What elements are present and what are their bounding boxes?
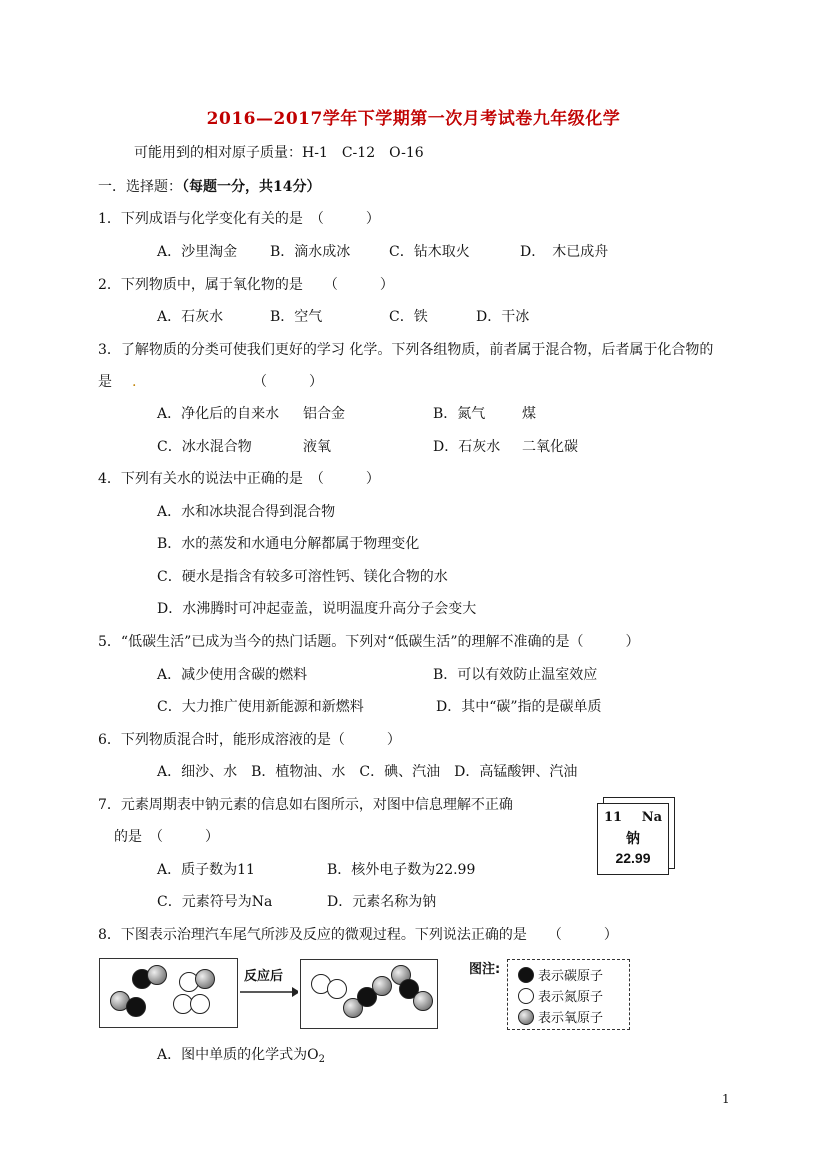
q7-option-c: C．元素符号为Na [157, 894, 273, 910]
atomic-masses: 可能用到的相对原子质量：H-1 C-12 O-16 [134, 145, 424, 161]
products-box [300, 959, 438, 1029]
q3-stem-paren: （ ） [253, 374, 323, 390]
q4-option-c: C．硬水是指含有较多可溶性钙、镁化合物的水 [157, 569, 448, 585]
q1-option-c: C．钻木取火 [389, 244, 470, 260]
carbon-atom-icon [518, 967, 534, 983]
q4-stem: 4．下列有关水的说法中正确的是 （ ） [98, 471, 380, 487]
section-heading [98, 178, 320, 196]
q7-stem-line2: 的是 （ ） [114, 829, 219, 845]
q3-stem-dot: . [132, 374, 137, 390]
element-name: 钠 [626, 831, 640, 847]
q4-option-d: D．水沸腾时可冲起壶盖，说明温度升高分子会变大 [157, 601, 477, 617]
q3-option-d-label: D．石灰水 [433, 439, 501, 455]
q6-stem: 6．下列物质混合时，能形成溶液的是（ ） [98, 732, 401, 748]
oxygen-atom [195, 969, 215, 989]
q7-option-a: A．质子数为11 [157, 862, 255, 878]
legend-item-carbon [518, 965, 603, 984]
q1-option-a: A．沙里淘金 [157, 244, 238, 260]
page-number: 1 [722, 1092, 730, 1106]
oxygen-atom [413, 991, 433, 1011]
element-number: 11 [604, 810, 623, 825]
legend [507, 959, 630, 1030]
q5-option-c: C．大力推广使用新能源和新燃料 [157, 699, 364, 715]
q7-option-d: D．元素名称为钠 [327, 894, 437, 910]
q2-option-d: D．干冰 [476, 309, 530, 325]
arrow-icon [238, 965, 298, 1005]
carbon-atom [126, 997, 146, 1017]
nitrogen-atom [327, 979, 347, 999]
q2-option-c: C．铁 [389, 309, 428, 325]
q8-option-a [157, 1046, 325, 1064]
q6-options: A．细沙、水 B．植物油、水 C．碘、汽油 D．高锰酸钾、汽油 [157, 764, 578, 780]
q2-option-a: A．石灰水 [157, 309, 224, 325]
oxygen-atom [147, 965, 167, 985]
legend-title: 图注: [469, 962, 501, 977]
legend-oxygen-label: 表示氧原子 [538, 1011, 604, 1026]
nitrogen-atom-icon [518, 988, 534, 1004]
legend-carbon-label: 表示碳原子 [538, 969, 604, 984]
element-card [597, 803, 669, 875]
nitrogen-atom [190, 994, 210, 1014]
oxygen-atom-icon [518, 1009, 534, 1025]
q2-stem: 2．下列物质中，属于氧化物的是 （ ） [98, 277, 394, 293]
q3-option-d-second: 二氧化碳 [522, 439, 578, 455]
q1-stem: 1．下列成语与化学变化有关的是 （ ） [98, 211, 380, 227]
q3-stem-line1: 3．了解物质的分类可使我们更好的学习 化学。下列各组物质，前者属于混合物，后者属于化合物的 [98, 342, 714, 358]
q3-option-b-second: 煤 [522, 406, 536, 422]
legend-item-oxygen [518, 1007, 603, 1026]
q8-option-a-text: A．图中单质的化学式为O [157, 1047, 319, 1063]
q4-option-a: A．水和冰块混合得到混合物 [157, 504, 336, 520]
q3-option-c-second: 液氧 [303, 439, 331, 455]
section-heading-label: 一．选择题： [98, 179, 182, 195]
q5-option-d: D．其中“碳”指的是碳单质 [436, 699, 602, 715]
oxygen-atom [372, 976, 392, 996]
q5-stem: 5．“低碳生活”已成为当今的热门话题。下列对“低碳生活”的理解不准确的是（ ） [98, 634, 640, 650]
q3-stem-word: 是 [98, 374, 112, 390]
page-title: 2016—2017学年下学期第一次月考试卷九年级化学 [206, 109, 621, 129]
q7-option-b: B．核外电子数为22.99 [327, 862, 476, 878]
element-symbol: Na [641, 810, 662, 825]
q3-stem-line2 [98, 373, 136, 391]
q3-option-a-second: 铝合金 [303, 406, 345, 422]
q8-stem: 8．下图表示治理汽车尾气所涉及反应的微观过程。下列说法正确的是 （ ） [98, 927, 618, 943]
q7-stem-line1: 7．元素周期表中钠元素的信息如右图所示，对图中信息理解不正确 [98, 797, 513, 813]
q3-option-b-label: B．氮气 [433, 406, 486, 422]
legend-item-nitrogen [518, 986, 603, 1005]
q3-option-a-label: A．净化后的自来水 [157, 406, 280, 422]
q5-option-b: B．可以有效防止温室效应 [433, 667, 598, 683]
q1-option-d: D． 木已成舟 [520, 244, 609, 260]
q5-option-a: A．减少使用含碳的燃料 [157, 667, 308, 683]
q4-option-b: B．水的蒸发和水通电分解都属于物理变化 [157, 536, 420, 552]
arrow-label: 反应后 [244, 969, 284, 984]
q8-option-a-subscript: 2 [318, 1054, 325, 1065]
section-heading-note: （每题一分，共14分） [182, 179, 321, 195]
q2-option-b: B．空气 [270, 309, 323, 325]
reaction-arrow [238, 965, 298, 1005]
legend-nitrogen-label: 表示氮原子 [538, 990, 604, 1005]
q1-option-b: B．滴水成冰 [270, 244, 351, 260]
reactants-box [99, 958, 238, 1028]
element-mass: 22.99 [615, 850, 651, 866]
q3-option-c-label: C．冰水混合物 [157, 439, 252, 455]
